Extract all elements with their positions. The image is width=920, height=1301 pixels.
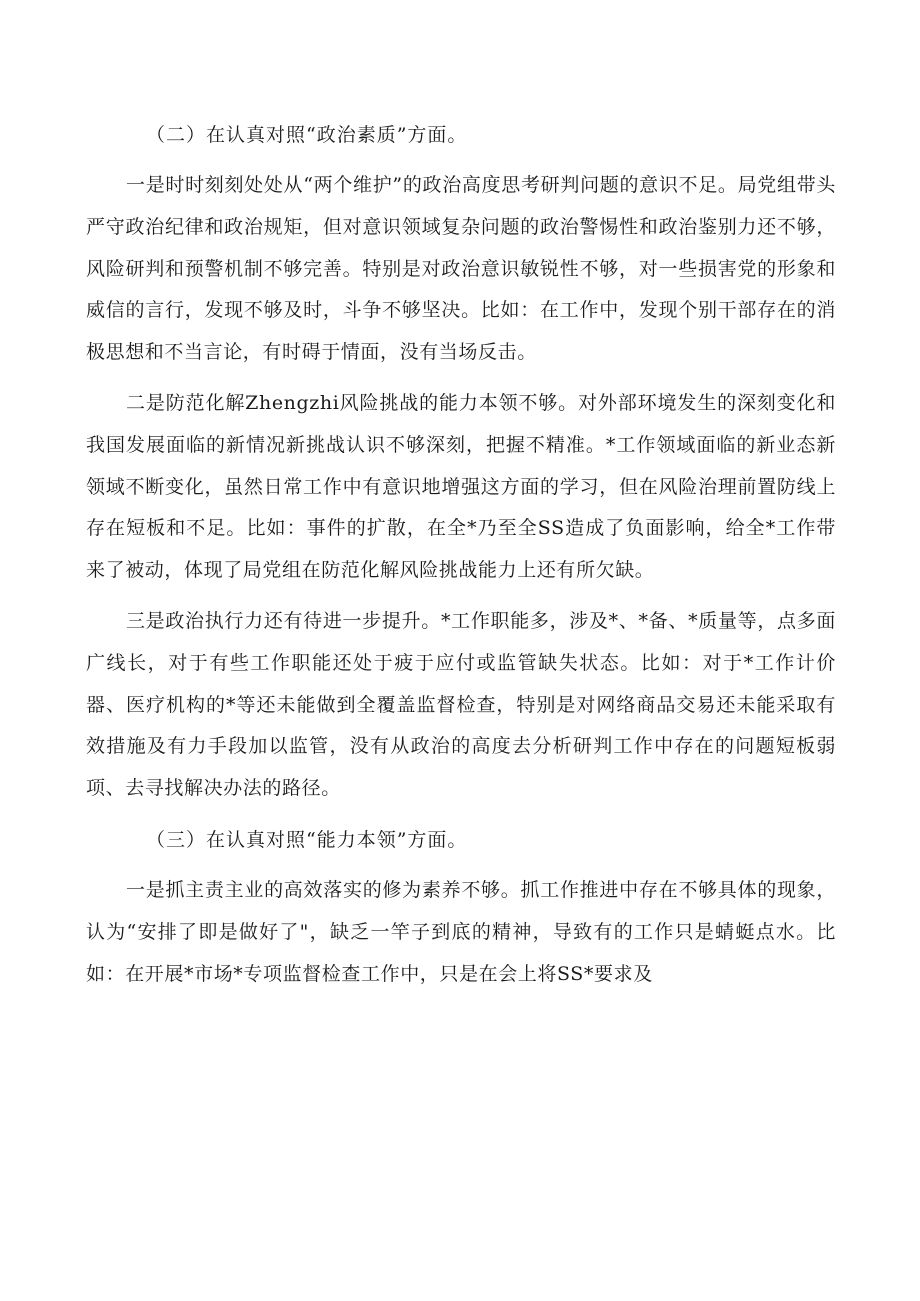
section-heading-capability: （三）在认真对照“能力本领”方面。 <box>146 828 468 851</box>
paragraph-risk-prevention: 二是防范化解Zhengzhi风险挑战的能力本领不够。对外部环境发生的深刻变化和我国发展面临的新情况新挑战认识不够深刻，把握不精准。*工作领域面临的新业态新领域不断变化，虽然日常工作中有意识地增强这方面的学习，但在风险治理前置防线上存在短板和不足。比如：事件的扩散，在全*乃至全SS造成了负面影响，给全*工作带来了被动，体现了局党组在防范化解风险挑战能力上还有所欠缺。 <box>86 391 836 582</box>
document-page <box>86 114 836 1004</box>
paragraph-political-execution: 三是政治执行力还有待进一步提升。*工作职能多，涉及*、*备、*质量等，点多面广线长，对于有些工作职能还处于疲于应付或监管缺失状态。比如：对于*工作计价器、医疗机构的*等还未能做到全覆盖监督检查，特别是对网络商品交易还未能采取有效措施及有力手段加以监管，没有从政治的高度去分析研判工作中存在的问题短板弱项、去寻找解决办法的路径。 <box>86 609 836 800</box>
section-heading-political-quality: （二）在认真对照“政治素质”方面。 <box>146 124 468 146</box>
paragraph-main-responsibility: 一是抓主责主业的高效落实的修为素养不够。抓工作推进中存在不够具体的现象，认为“安排了即是做好了"，缺乏一竿子到底的精神，导致有的工作只是蜻蜓点水。比如：在开展*市场*专项监督检查工作中，只是在会上将SS*要求及 <box>86 878 836 985</box>
paragraph-two-safeguards: 一是时时刻刻处处从“两个维护”的政治高度思考研判问题的意识不足。局党组带头严守政治纪律和政治规矩，但对意识领域复杂问题的政治警惕性和政治鉴别力还不够，风险研判和预警机制不够完善。特别是对政治意识敏锐性不够，对一些损害党的形象和威信的言行，发现不够及时，斗争不够坚决。比如：在工作中，发现个别干部存在的消极思想和不当言论，有时碍于情面，没有当场反击。 <box>86 174 836 364</box>
